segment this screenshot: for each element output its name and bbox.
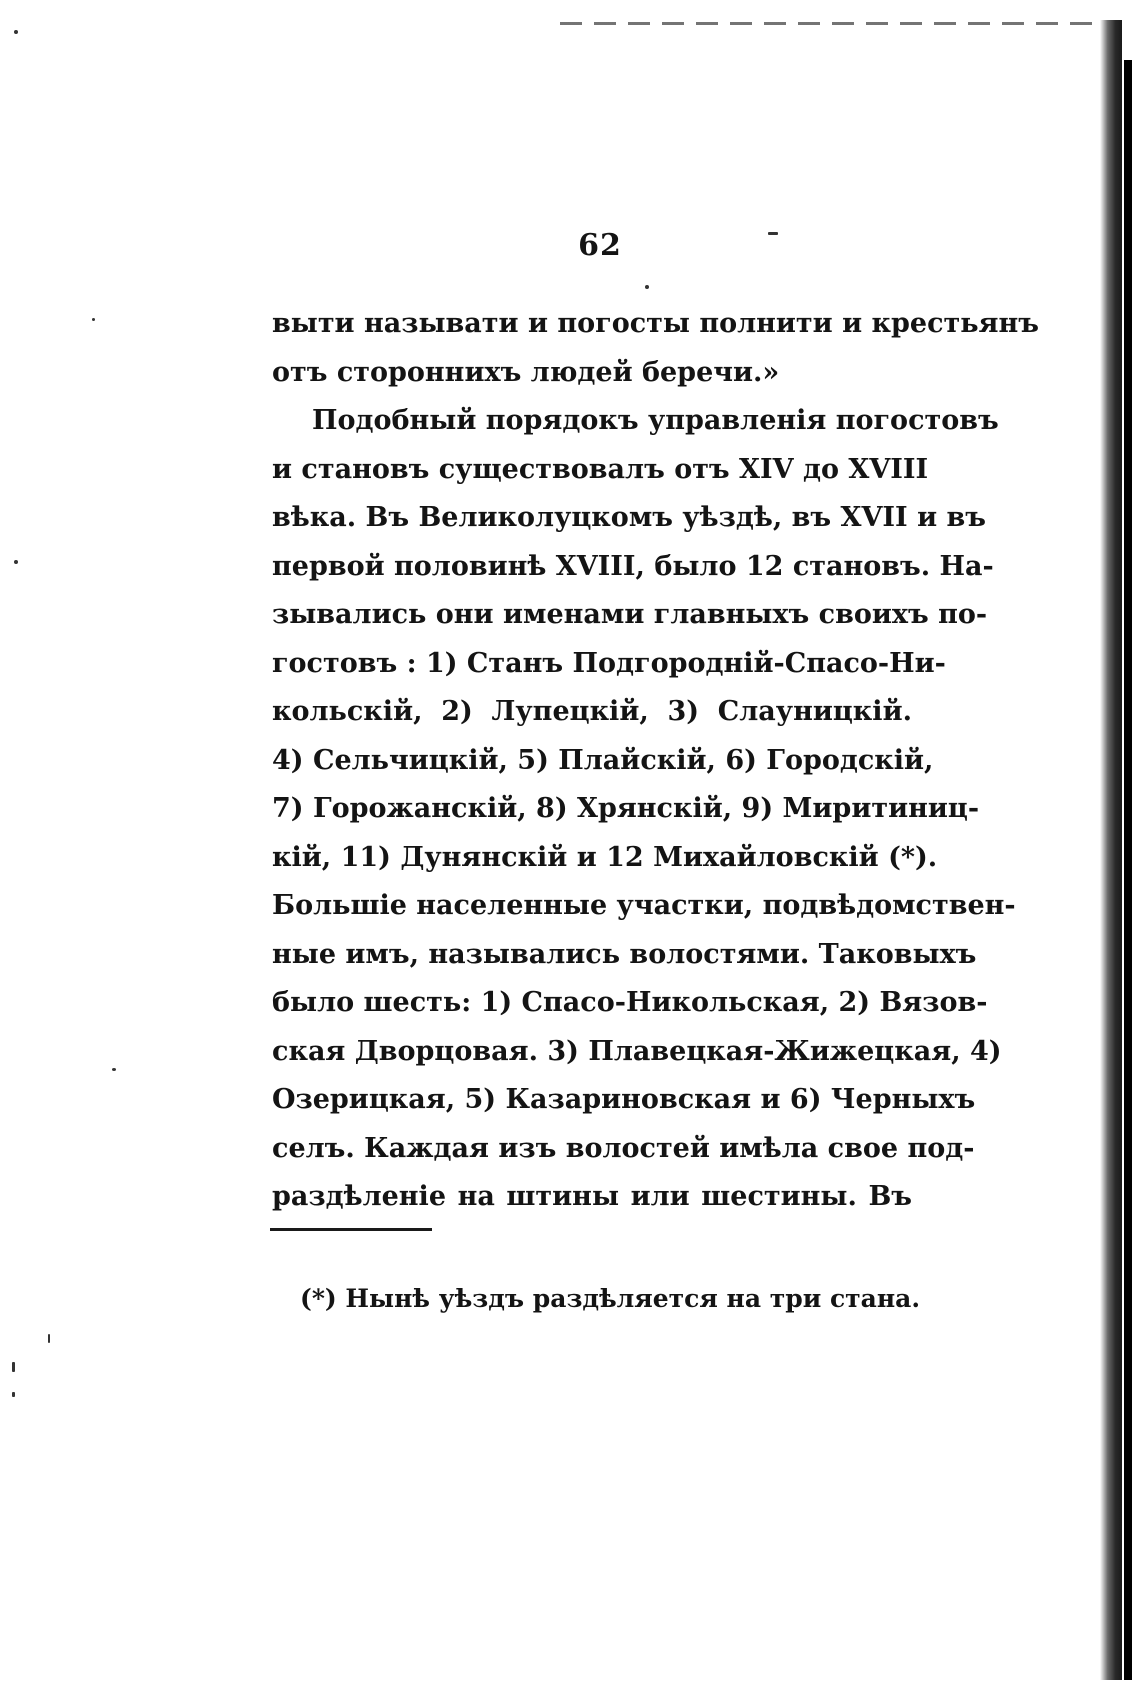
scan-edge-right-strip [1124,60,1132,1680]
scan-speck [12,1392,15,1397]
scan-edge-top [560,22,1100,25]
text-line: ные имъ, назывались волостями. Таковыхъ [272,938,977,970]
text-line: выти называти и погосты полнити и крестьянъ [272,308,1039,339]
text-line: первой половинѣ XVIII, было 12 становъ. На- [272,550,994,582]
text-line: было шесть: 1) Спасо-Никольская, 2) Вязов- [272,987,988,1018]
text-line: вѣка. Въ Великолуцкомъ уѣздѣ, въ XVII и въ [272,502,986,533]
scan-speck [645,285,649,289]
text-line: кій, 11) Дунянскій и 12 Михайловскій (*). [272,841,938,873]
scan-speck [112,1068,116,1071]
text-line: ская Дворцовая. 3) Плавецкая-Жижецкая, 4) [272,1035,1002,1067]
scan-edge-right [1100,20,1122,1680]
text-line: Подобный порядокъ управленія погостовъ [312,405,999,436]
scan-speck [14,30,18,34]
footnote: (*) Нынѣ уѣздъ раздѣляется на три стана. [300,1284,921,1313]
scan-speck [12,1362,15,1372]
text-line: гостовъ : 1) Станъ Подгородній-Спасо-Ни- [272,647,946,679]
scan-speck [48,1334,50,1343]
text-line: зывались они именами главныхъ своихъ по- [272,599,988,630]
text-line: кольскій, 2) Лупецкій, 3) Слауницкій. [272,696,912,727]
scan-speck [14,560,18,564]
text-line: 7) Горожанскій, 8) Хрянскій, 9) Миритиниц- [272,793,980,824]
body-text [272,300,1039,1222]
scan-speck [92,318,95,321]
text-line: 4) Сельчицкій, 5) Плайскій, 6) Городскій, [272,744,934,776]
text-line: Озерицкая, 5) Казариновская и 6) Черныхъ [272,1084,976,1115]
text-line: отъ стороннихъ людей беречи.» [272,356,780,388]
text-line: раздѣленіе на штины или шестины. Въ [272,1181,912,1212]
text-line: селъ. Каждая изъ волостей имѣла свое под- [272,1132,975,1164]
text-line: и становъ существовалъ отъ XIV до XVIII [272,453,929,485]
text-line: Большіе населенные участки, подвѣдомствен- [272,890,1016,921]
page-number: 62 [578,228,622,263]
footnote-rule [270,1228,432,1231]
